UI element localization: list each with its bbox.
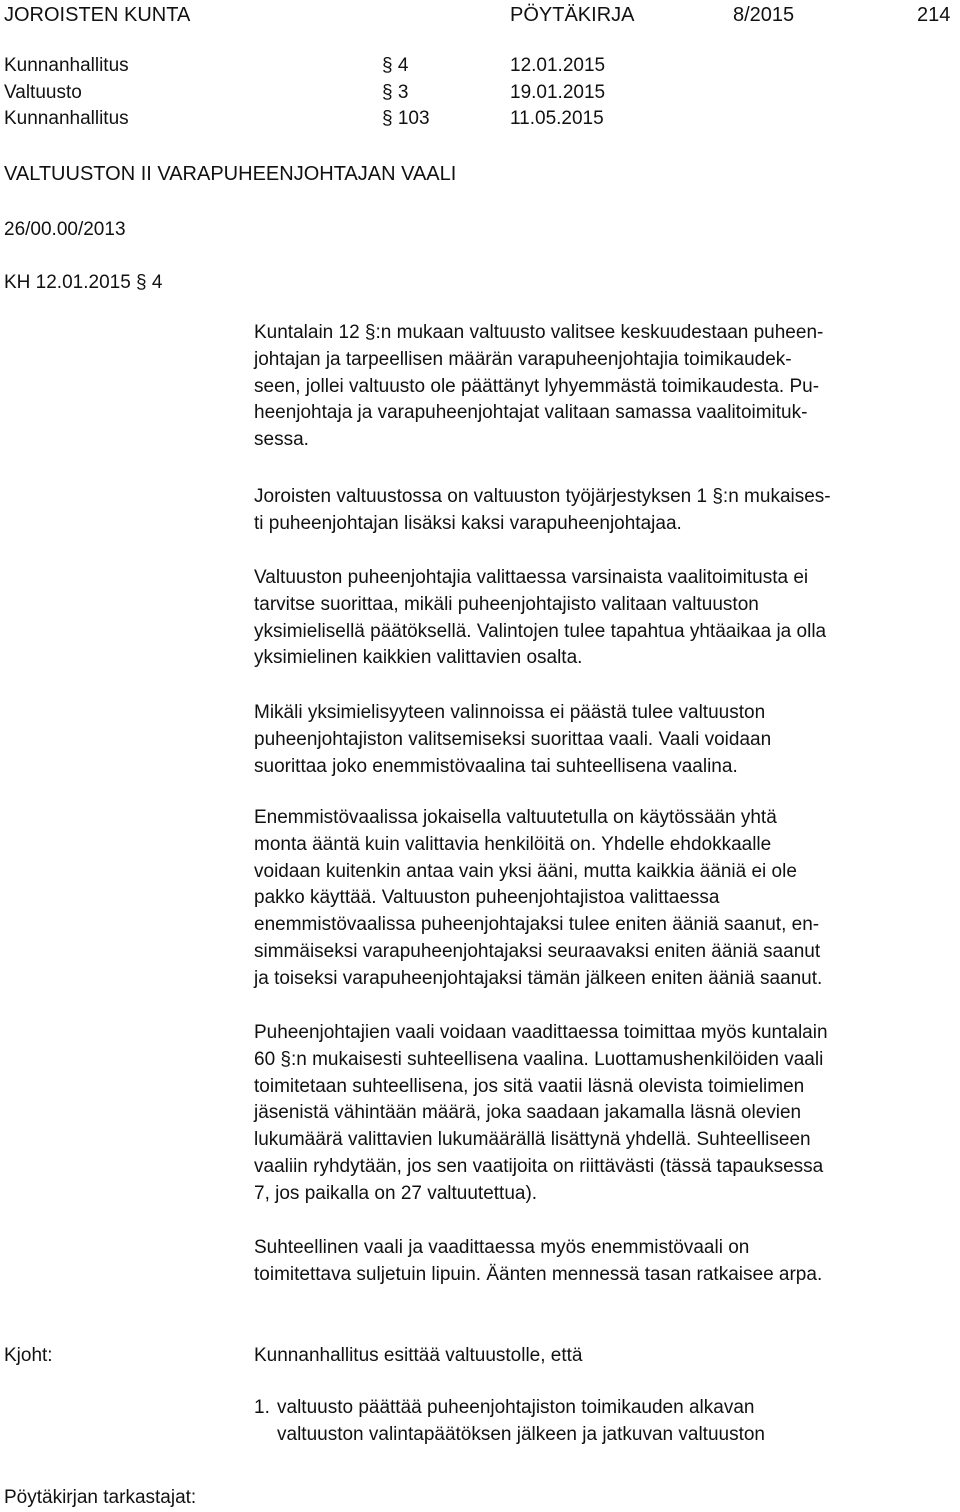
- text-line: tarvitse suorittaa, mikäli puheenjohtajisto valitaan valtuuston: [254, 593, 759, 615]
- section-title: VALTUUSTON II VARAPUHEENJOHTAJAN VAALI: [4, 163, 457, 185]
- text-line: enemmistövaalissa puheenjohtajaksi tulee eniten ääniä saanut, en-: [254, 914, 820, 936]
- document-number: 8/2015: [733, 4, 795, 26]
- text-line: heenjohtaja ja varapuheenjohtajat valitaan samassa vaalitoimituk-: [254, 402, 808, 424]
- text-line: jäsenistä vähintään määrä, joka saadaan jakamalla läsnä olevien: [254, 1102, 802, 1124]
- text-line: Kuntalain 12 §:n mukaan valtuusto valitsee keskuudestaan puheen-: [254, 322, 824, 343]
- body-paragraph: [254, 484, 960, 538]
- meeting-date: 19.01.2015: [510, 81, 606, 103]
- proposal-label: Kjoht:: [4, 1345, 53, 1366]
- text-line: monta ääntä kuin valittavia henkilöitä on. Yhdelle ehdokkaalle: [254, 833, 772, 855]
- text-line: puheenjohtajiston valitsemiseksi suorittaa vaali. Vaali voidaan: [254, 728, 772, 750]
- proposal-intro: Kunnanhallitus esittää valtuustolle, että: [254, 1345, 583, 1366]
- body-paragraph: [254, 1235, 960, 1289]
- text-line: sessa.: [254, 429, 309, 451]
- text-line: simmäiseksi varapuheenjohtajaksi seuraavaksi eniten ääniä saanut: [254, 940, 821, 962]
- meeting-date: 11.05.2015: [510, 108, 604, 129]
- page-number: 214: [917, 4, 951, 26]
- meeting-body: Valtuusto: [4, 81, 82, 103]
- text-line: 7, jos paikalla on 27 valtuutettua).: [254, 1182, 538, 1204]
- text-line: valtuuston valintapäätöksen jälkeen ja jatkuvan valtuuston: [277, 1423, 765, 1445]
- text-line: lukumäärä valittavien lukumäärällä lisättynä yhdellä. Suhteelliseen: [254, 1129, 811, 1151]
- text-line: yksimielinen kaikkien valittavien osalta.: [254, 647, 583, 669]
- text-line: ja toiseksi varapuheenjohtajaksi tämän jälkeen eniten ääniä saanut.: [254, 967, 823, 989]
- text-line: Puheenjohtajien vaali voidaan vaadittaessa toimittaa myös kuntalain: [254, 1022, 828, 1043]
- meeting-section: § 4: [382, 55, 409, 76]
- body-paragraph: [254, 320, 960, 454]
- text-line: toimitettava suljetuin lipuin. Äänten mennessä tasan ratkaisee arpa.: [254, 1263, 823, 1285]
- kh-reference: KH 12.01.2015 § 4: [4, 272, 163, 293]
- text-line: 60 §:n mukaisesti suhteellisena vaalina. Luottamushenkilöiden vaali: [254, 1048, 824, 1070]
- text-line: Suhteellinen vaali ja vaadittaessa myös enemmistövaali on: [254, 1237, 750, 1258]
- body-paragraph: [254, 805, 960, 993]
- text-line: pakko käyttää. Valtuuston puheenjohtajistoa valittaessa: [254, 887, 720, 909]
- body-paragraph: [254, 1020, 960, 1208]
- body-paragraph: [254, 565, 960, 672]
- text-line: vaaliin ryhdytään, jos sen vaatijoita on riittävästi (tässä tapauksessa: [254, 1155, 824, 1177]
- text-line: suorittaa joko enemmistövaalina tai suhteellisena vaalina.: [254, 755, 738, 777]
- meeting-section: § 3: [382, 81, 409, 103]
- meeting-body: Kunnanhallitus: [4, 55, 129, 76]
- text-line: Valtuuston puheenjohtajia valittaessa varsinaista vaalitoimitusta ei: [254, 567, 809, 588]
- municipality-name: JOROISTEN KUNTA: [4, 4, 191, 26]
- reviewers-label: Pöytäkirjan tarkastajat:: [4, 1487, 197, 1508]
- text-line: johtajan ja tarpeellisen määrän varapuheenjohtajia toimikaudek-: [254, 348, 792, 370]
- text-line: seen, jollei valtuusto ole päättänyt lyhyemmästä toimikaudesta. Pu-: [254, 375, 820, 397]
- body-paragraph: [254, 700, 960, 780]
- text-line: Enemmistövaalissa jokaisella valtuutetulla on käytössään yhtä: [254, 807, 777, 828]
- meeting-body: Kunnanhallitus: [4, 108, 129, 129]
- diary-number: 26/00.00/2013: [4, 219, 126, 240]
- text-line: yksimielisellä päätöksellä. Valintojen tulee tapahtua yhtäaikaa ja olla: [254, 620, 827, 642]
- proposal-item-number: 1.: [254, 1397, 270, 1418]
- text-line: valtuusto päättää puheenjohtajiston toimikauden alkavan: [277, 1397, 755, 1418]
- meeting-date: 12.01.2015: [510, 55, 606, 76]
- meeting-section: § 103: [382, 108, 430, 129]
- text-line: toimitetaan suhteellisena, jos sitä vaatii läsnä olevista toimielimen: [254, 1075, 805, 1097]
- document-type: PÖYTÄKIRJA: [510, 4, 635, 26]
- text-line: Joroisten valtuustossa on valtuuston työjärjestyksen 1 §:n mukaises-: [254, 486, 831, 507]
- text-line: voidaan kuitenkin antaa vain yksi ääni, mutta kaikkia ääniä ei ole: [254, 860, 797, 882]
- text-line: ti puheenjohtajan lisäksi kaksi varapuheenjohtajaa.: [254, 512, 682, 534]
- text-line: Mikäli yksimielisyyteen valinnoissa ei päästä tulee valtuuston: [254, 702, 766, 723]
- proposal-item: [277, 1395, 765, 1449]
